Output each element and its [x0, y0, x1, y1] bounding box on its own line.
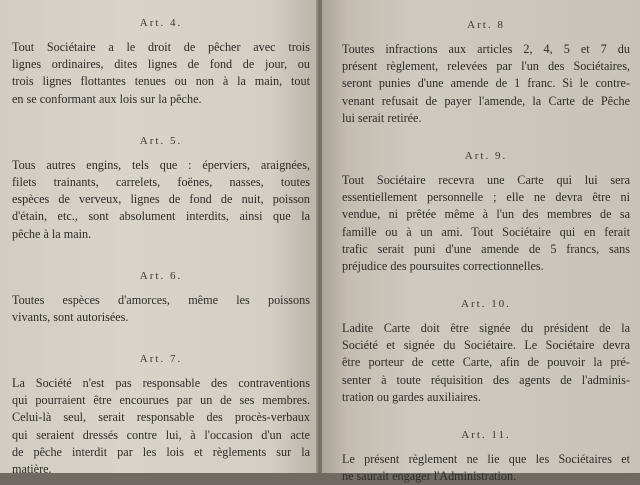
text-line: vivants, sont autorisées. [12, 309, 129, 324]
article-text [342, 451, 630, 485]
text-line: pêche à la main. [12, 226, 92, 241]
text-line: d'étain, etc., sont absolument interdits, ainsi que la [12, 209, 310, 224]
text-line: présent règlement, relevées par l'un des Sociétaires, [342, 59, 630, 74]
text-line: filets trainants, carrelets, foënes, nasses, toutes [12, 174, 310, 189]
text-line: tration ou gardes auxiliaires. [342, 389, 481, 404]
article-7 [12, 352, 310, 478]
right-page [322, 0, 640, 484]
article-heading: Art. 10. [461, 298, 511, 311]
text-line: Le présent règlement ne lie que les Sociétaires et [342, 452, 630, 467]
text-line: vendue, ni prêtée même à l'un des membres de sa [342, 207, 630, 222]
article-5 [12, 134, 310, 243]
text-line: Ladite Carte doit être signée du président de la [342, 321, 630, 336]
article-10 [342, 297, 630, 406]
article-text [342, 172, 630, 275]
text-line: Toutes infractions aux articles 2, 4, 5 et 7 du [342, 42, 630, 56]
text-line: Toutes espèces d'amorces, même les poissons [12, 292, 310, 307]
text-line: Société et signée du Sociétaire. Le Sociétaire devra [342, 338, 630, 353]
article-9 [342, 149, 630, 275]
article-heading: Art. 5. [139, 134, 183, 147]
article-heading: Art. 9. [464, 149, 508, 162]
article-heading: Art. 7. [139, 353, 183, 366]
article-heading: Art. 8 [467, 19, 505, 31]
text-line: essentiellement personnelle ; elle ne devra être ni [342, 190, 630, 205]
article-heading: Art. 11. [461, 429, 511, 442]
text-line: Celui-là seul, serait responsable des procès-verbaux [12, 410, 310, 425]
text-line: préjudice des poursuites correctionnelles. [342, 258, 544, 273]
text-line: Tous autres engins, tels que : éperviers, araignées, [12, 157, 310, 172]
text-line: seront punies d'une amende de 1 franc. Si le contre- [342, 76, 630, 91]
article-text [12, 375, 310, 478]
text-line: qui pourraient être encourues par un de ses membres. [12, 393, 310, 408]
text-line: être porteur de cette Carte, afin de pouvoir la pré- [342, 355, 630, 370]
text-line: lui serait retirée. [342, 110, 422, 125]
text-line: La Société n'est pas responsable des contraventions [12, 376, 310, 391]
article-4 [12, 16, 310, 108]
article-text [12, 157, 310, 243]
article-text [12, 292, 310, 326]
text-line: ne saurait engager l'Administration. [342, 469, 517, 484]
article-text [342, 41, 630, 127]
text-line: qui seraient dressés contre lui, à l'occasion d'un acte [12, 427, 310, 442]
article-11 [342, 428, 630, 485]
text-line: senter à toute réquisition des agents de l'adminis- [342, 372, 630, 387]
text-line: Tout Sociétaire recevra une Carte qui lui sera [342, 172, 630, 187]
text-line: en se conformant aux lois sur la pêche. [12, 91, 202, 106]
article-text [12, 39, 310, 108]
text-line: Tout Sociétaire a le droit de pêcher avec trois [12, 40, 310, 54]
text-line: trafic serait puni d'une amende de 5 francs, sans [342, 241, 630, 256]
text-line: trois lignes flottantes tenues ou non à la main, tout [12, 74, 310, 89]
text-line: de pêche interdit par les lois et règlements sur la [12, 444, 310, 459]
article-text [342, 320, 630, 406]
article-6 [12, 269, 310, 326]
left-page [0, 0, 318, 477]
article-8 [342, 18, 630, 127]
text-line: famille ou à un ami. Tout Sociétaire qui en ferait [342, 224, 630, 239]
text-line: venant refusait de payer l'amende, la Carte de Pêche [342, 93, 630, 108]
article-heading: Art. 6. [139, 269, 183, 282]
text-line: lignes ordinaires, dites lignes de fond de jour, ou [12, 57, 310, 72]
text-line: matière. [12, 462, 52, 477]
text-line: espèces de verveux, lignes de fond de nuit, poisson [12, 192, 310, 207]
article-heading: Art. 4. [139, 17, 183, 29]
